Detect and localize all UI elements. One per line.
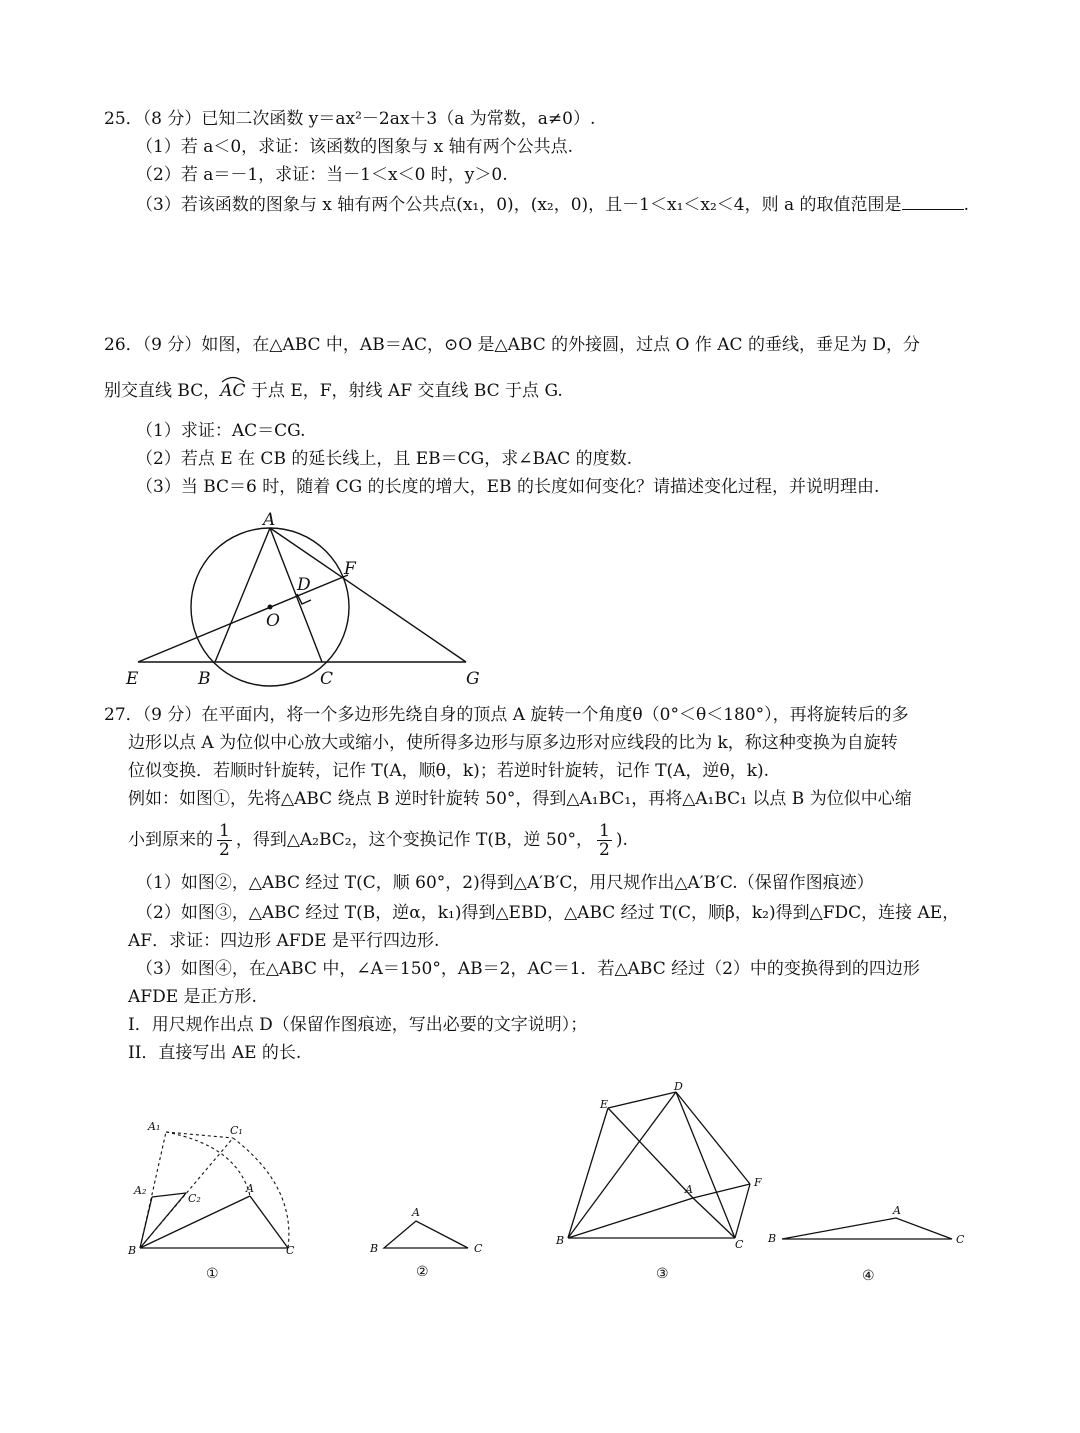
- fig1-label-c2: C₂: [188, 1192, 201, 1205]
- fig2-triangle: [360, 1200, 500, 1286]
- q25-part2: （2）若 a＝－1，求证：当－1＜x＜0 时，y＞0.: [136, 165, 508, 185]
- fig3-label-b: B: [556, 1234, 565, 1247]
- q25-part3-text: （3）若该函数的图象与 x 轴有两个公共点(x₁，0)，(x₂，0)，且－1＜x₁＜x₂＜4，则 a 的取值范围是: [136, 195, 902, 215]
- q26-part1: （1）求证：AC＝CG.: [136, 421, 306, 441]
- q27-part1: （1）如图②，△ABC 经过 T(C，顺 60°，2)得到△A′B′C，用尺规作出△A′B′C.（保留作图痕迹）: [136, 873, 874, 893]
- q27-part2-line2: AF．求证：四边形 AFDE 是平行四边形.: [128, 931, 440, 951]
- segment-dc: [676, 1092, 735, 1238]
- label-e: E: [126, 669, 139, 689]
- segment-df: [676, 1092, 750, 1184]
- q27-example-b: ，得到△A₂BC₂，这个变换记作 T(B，逆 50°，: [235, 830, 594, 850]
- segment-ac: [270, 528, 322, 662]
- q27-part3-ii: II．直接写出 AE 的长.: [128, 1043, 302, 1063]
- q27-part3-i: I．用尺规作出点 D（保留作图痕迹，写出必要的文字说明）；: [128, 1015, 588, 1035]
- segment-ac: [693, 1198, 735, 1238]
- fig2-label-a: A: [412, 1206, 420, 1219]
- q26-part2: （2）若点 E 在 CB 的延长线上，且 EB＝CG，求∠BAC 的度数.: [136, 449, 633, 469]
- segment-ba: [568, 1198, 693, 1238]
- fig3-caption: ③: [656, 1266, 669, 1282]
- center-point: [268, 605, 273, 610]
- segment-ac: [250, 1196, 288, 1248]
- fig4-triangle: [766, 1200, 976, 1286]
- q25-part3-end: .: [963, 195, 969, 215]
- q27-example-a: 小到原来的: [128, 830, 213, 850]
- segment-ea: [608, 1108, 693, 1198]
- fig4-label-b: B: [768, 1232, 777, 1245]
- fig2-caption: ②: [416, 1264, 429, 1280]
- q25-part1: （1）若 a＜0，求证：该函数的图象与 x 轴有两个公共点.: [136, 137, 573, 157]
- fig1-label-c1: C₁: [230, 1124, 243, 1137]
- fig3-label-c: C: [735, 1238, 744, 1251]
- segment-bd: [568, 1092, 676, 1238]
- q27-line3: 位似变换．若顺时针旋转，记作 T(A，顺θ，k)；若逆时针旋转，记作 T(A，逆θ，k).: [128, 761, 770, 781]
- arc-ac: [220, 380, 245, 402]
- fig4-label-a: A: [893, 1204, 901, 1217]
- fig1-label-c: C: [286, 1244, 295, 1257]
- q26-stem-line2: [104, 380, 563, 402]
- answer-blank: [902, 193, 964, 210]
- segment-be: [568, 1108, 608, 1238]
- q27-line1: 27．（9 分）在平面内，将一个多边形先绕自身的顶点 A 旋转一个角度θ（0°＜θ＜180°），再将旋转后的多: [104, 705, 909, 725]
- q26-stem-line2-post: 于点 E，F，射线 AF 交直线 BC 于点 G.: [245, 381, 563, 401]
- fraction-den-2: 2: [599, 840, 610, 860]
- fig3-label-f: F: [754, 1176, 762, 1189]
- triangle-abc: [782, 1218, 952, 1239]
- segment-af: [693, 1184, 750, 1198]
- fig4-caption: ④: [862, 1268, 875, 1284]
- fig1-caption: ①: [206, 1266, 219, 1282]
- fig3-label-d: D: [674, 1080, 683, 1093]
- label-c: C: [320, 669, 334, 689]
- fraction-den: 2: [219, 840, 230, 860]
- q25-stem: 25．（8 分）已知二次函数 y＝ax²－2ax＋3（a 为常数，a≠0）.: [104, 109, 596, 129]
- q27-example-line1: 例如：如图①，先将△ABC 绕点 B 逆时针旋转 50°，得到△A₁BC₁，再将△A₁BC₁ 以点 B 为位似中心缩: [128, 789, 912, 809]
- fig4-label-c: C: [956, 1233, 965, 1246]
- segment-ab: [215, 528, 270, 662]
- dashed-arc-a: [166, 1132, 250, 1196]
- triangle-abc: [384, 1221, 468, 1248]
- q27-part3-line2: AFDE 是正方形.: [128, 987, 257, 1007]
- q26-figure: [120, 508, 500, 694]
- fig3-quadrilateral: [548, 1080, 772, 1286]
- dashed-a1c1: [166, 1132, 233, 1138]
- fig1-label-a: A: [246, 1182, 254, 1195]
- arc-ac-label: AC: [220, 381, 246, 401]
- arc-symbol-icon: [220, 375, 246, 383]
- fraction-num: 1: [219, 821, 230, 841]
- fig1-label-a1: A₁: [148, 1120, 161, 1133]
- fig3-label-a: A: [685, 1183, 693, 1196]
- label-a: A: [263, 510, 276, 530]
- fig1-label-a2: A₂: [134, 1184, 147, 1197]
- q27-example-c: ).: [615, 830, 628, 850]
- fig1-rotation: [118, 1116, 308, 1286]
- q27-part2-line1: （2）如图③，△ABC 经过 T(B，逆α，k₁)得到△EBD，△ABC 经过 T(C，顺β，k₂)得到△FDC，连接 AE，: [136, 903, 960, 923]
- label-f: F: [344, 559, 356, 579]
- segment-fc: [735, 1184, 750, 1238]
- label-d: D: [297, 575, 311, 595]
- q27-example-line2: [128, 820, 628, 860]
- fraction-half: [217, 822, 232, 859]
- fig2-label-b: B: [370, 1242, 379, 1255]
- fig3-label-e: E: [600, 1098, 609, 1111]
- q26-part3: （3）当 BC＝6 时，随着 CG 的长度的增大，EB 的长度如何变化？请描述变化过程，并说明理由.: [136, 477, 880, 497]
- fig2-label-c: C: [474, 1242, 483, 1255]
- q25-part3: [136, 193, 969, 216]
- q26-stem-line1: 26．（9 分）如图，在△ABC 中，AB＝AC，⊙O 是△ABC 的外接圆，过点 O 作 AC 的垂线，垂足为 D，分: [104, 335, 920, 355]
- segment-a2c2: [152, 1193, 186, 1197]
- q27-part3-line1: （3）如图④，在△ABC 中，∠A＝150°，AB＝2，AC＝1．若△ABC 经过（2）中的变换得到的四边形: [136, 959, 920, 979]
- fraction-num-2: 1: [599, 821, 610, 841]
- dashed-arc-c: [233, 1138, 289, 1248]
- label-g: G: [466, 669, 480, 689]
- q27-line2: 边形以点 A 为位似中心放大或缩小，使所得多边形与原多边形对应线段的比为 k，称这种变换为自旋转: [128, 733, 898, 753]
- label-b: B: [198, 669, 211, 689]
- q26-stem-line2-pre: 别交直线 BC，: [104, 381, 221, 401]
- fraction-half-2: [597, 822, 612, 859]
- label-o: O: [266, 611, 280, 631]
- fig1-label-b: B: [128, 1244, 137, 1257]
